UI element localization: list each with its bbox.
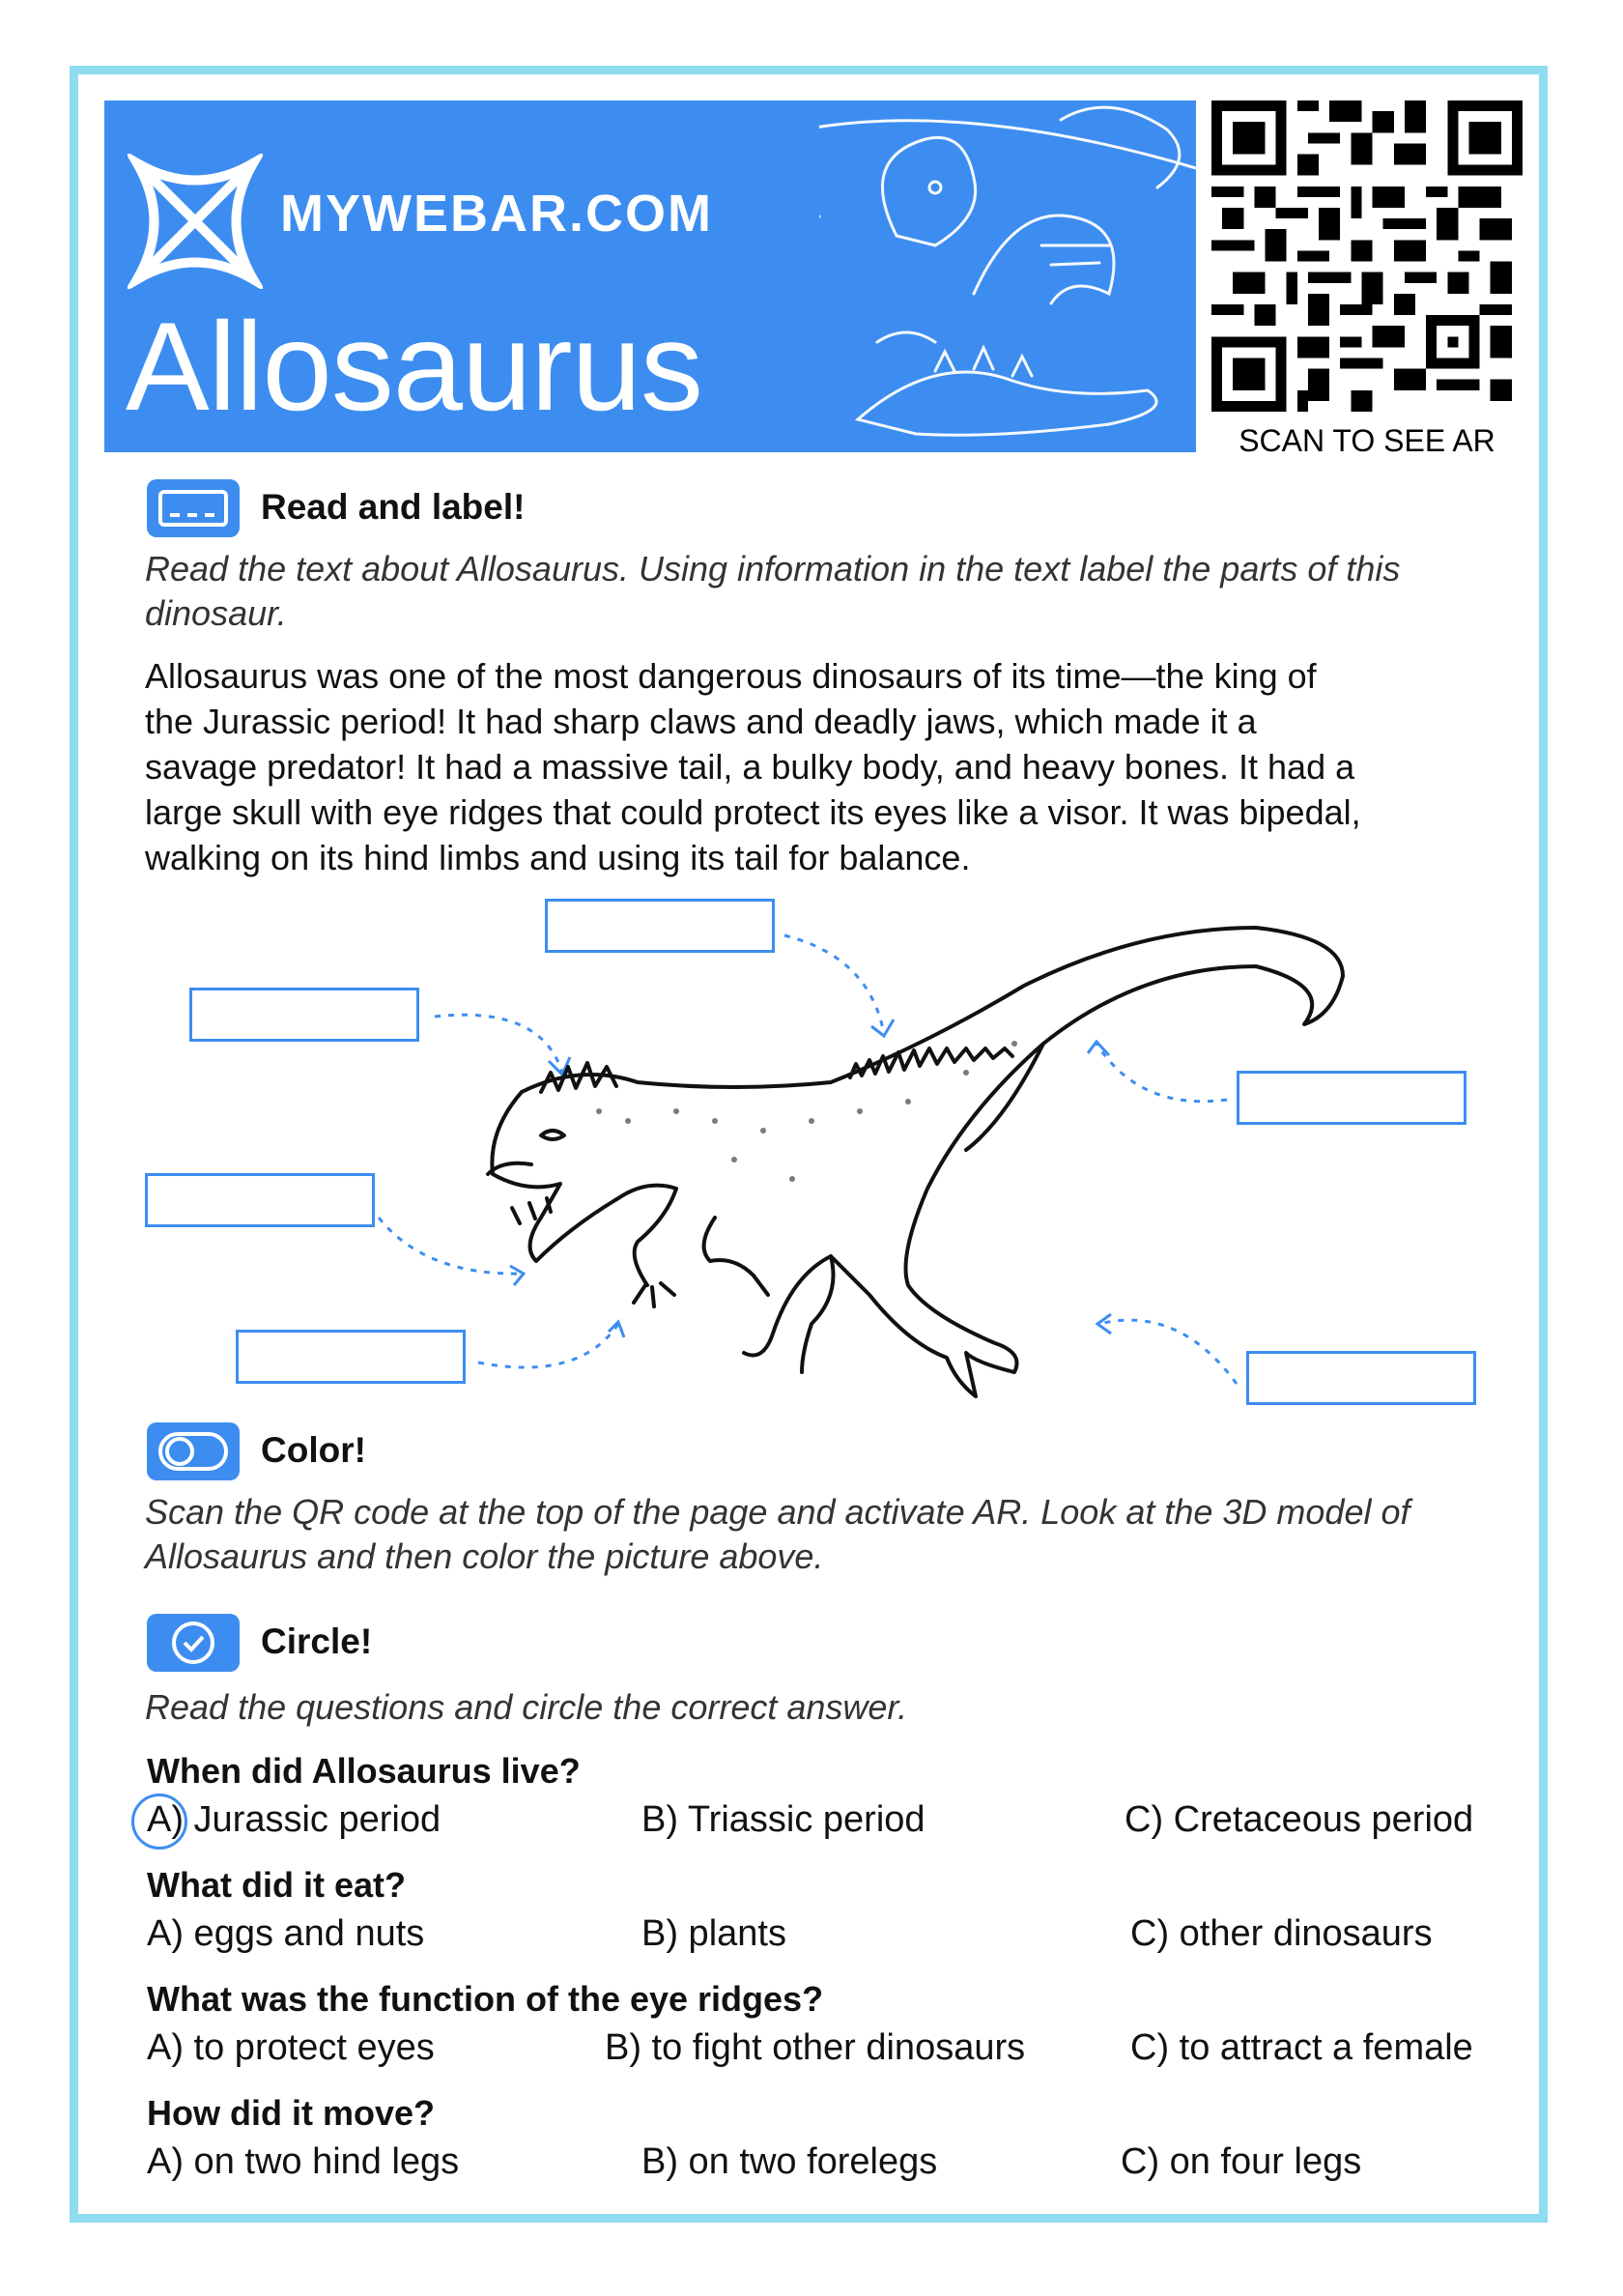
question-1-option-b[interactable]: B) Triassic period xyxy=(641,1799,925,1840)
label-box-bulky-body[interactable] xyxy=(545,899,775,953)
description-line: walking on its hind limbs and using its tail for balance. xyxy=(145,838,971,877)
question-3-option-c[interactable]: C) to attract a female xyxy=(1130,2027,1473,2068)
label-box-massive-tail[interactable] xyxy=(1237,1071,1466,1125)
circle-title: Circle! xyxy=(261,1622,373,1661)
color-instruction-line: Allosaurus and then color the picture above. xyxy=(145,1536,824,1576)
page-title: Allosaurus xyxy=(126,296,702,437)
question-1: When did Allosaurus live? xyxy=(147,1751,581,1791)
question-2-option-a[interactable]: A) eggs and nuts xyxy=(147,1913,425,1954)
question-2-option-c[interactable]: C) other dinosaurs xyxy=(1130,1913,1433,1954)
question-2-option-b[interactable]: B) plants xyxy=(641,1913,786,1954)
description-line: savage predator! It had a massive tail, a bulky body, and heavy bones. It had a xyxy=(145,747,1355,787)
toggle-icon xyxy=(147,1422,240,1480)
question-4-option-a[interactable]: A) on two hind legs xyxy=(147,2141,460,2182)
read-label-title: Read and label! xyxy=(261,487,526,527)
circle-instructions: Read the questions and circle the correct answer. xyxy=(145,1687,908,1727)
color-title: Color! xyxy=(261,1430,366,1470)
question-1-option-a[interactable]: A) Jurassic period xyxy=(147,1799,441,1840)
site-name: MYWEBAR.COM xyxy=(280,185,713,243)
qr-caption: SCAN TO SEE AR xyxy=(1239,423,1495,458)
question-4-option-b[interactable]: B) on two forelegs xyxy=(641,2141,938,2182)
label-box-sharp-claws[interactable] xyxy=(236,1330,466,1384)
question-4-option-c[interactable]: C) on four legs xyxy=(1121,2141,1362,2182)
check-circle-icon xyxy=(147,1614,240,1672)
question-3-option-b[interactable]: B) to fight other dinosaurs xyxy=(605,2027,1026,2068)
color-instructions xyxy=(145,1490,1410,1579)
question-3-option-a[interactable]: A) to protect eyes xyxy=(147,2027,435,2068)
description-line: the Jurassic period! It had sharp claws and deadly jaws, which made it a xyxy=(145,702,1257,741)
label-box-hind-limbs[interactable] xyxy=(1246,1351,1476,1405)
color-instruction-line: Scan the QR code at the top of the page and activate AR. Look at the 3D model of xyxy=(145,1492,1410,1532)
question-1-option-c[interactable]: C) Cretaceous period xyxy=(1125,1799,1474,1840)
description-line: large skull with eye ridges that could protect its eyes like a visor. It was bipedal, xyxy=(145,792,1361,832)
question-3: What was the function of the eye ridges? xyxy=(147,1979,824,2019)
read-label-instructions: Read the text about Allosaurus. Using information in the text label the parts of this dinosaur. xyxy=(145,549,1401,633)
label-box-eye-ridges[interactable] xyxy=(189,988,419,1042)
question-4: How did it move? xyxy=(147,2093,436,2133)
question-2: What did it eat? xyxy=(147,1865,406,1905)
label-box-deadly-jaws[interactable] xyxy=(145,1173,375,1227)
description-line: Allosaurus was one of the most dangerous dinosaurs of its time—the king of xyxy=(145,656,1317,696)
